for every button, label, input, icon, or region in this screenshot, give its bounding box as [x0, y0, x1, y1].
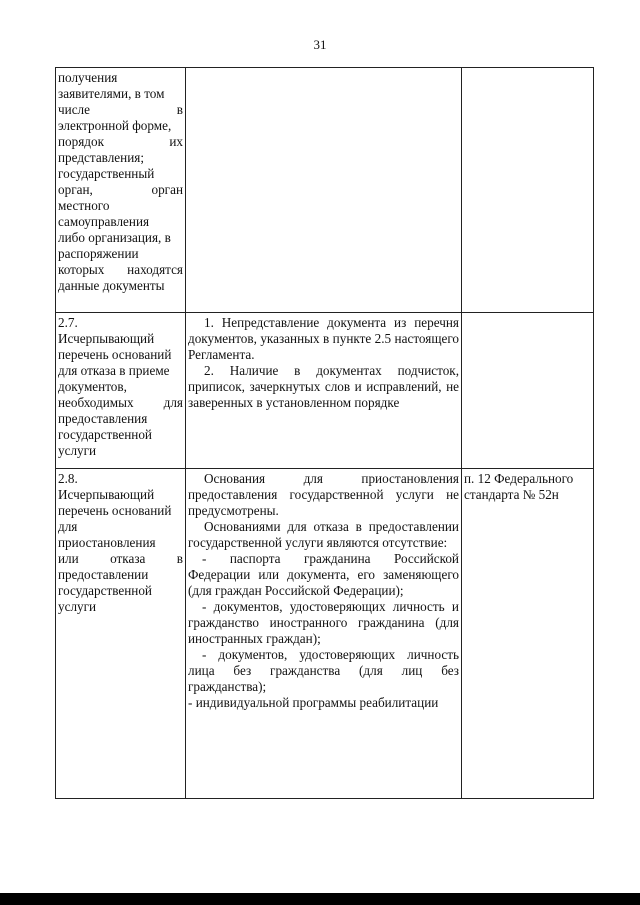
text-line: Исчерпывающий — [58, 331, 155, 346]
list-item: - документов, удостоверяющих личность и гражданство иностранного гражданина (для иностранных граждан); — [188, 599, 459, 646]
text-line: для отказа в приеме — [58, 363, 170, 378]
text-line: документов, — [58, 379, 127, 394]
text-line: государственный — [58, 166, 155, 181]
text-line: данные документы — [58, 278, 165, 293]
text-line: Исчерпывающий — [58, 487, 155, 502]
text-line: необходимых для — [58, 395, 183, 410]
table-row — [56, 313, 594, 469]
paragraph: Основания для приостановления предоставления государственной услуги не предусмотрены. — [188, 471, 459, 518]
cell-row3-col1 — [56, 469, 186, 799]
text-line: предоставлении — [58, 567, 149, 582]
text-line: перечень оснований — [58, 503, 172, 518]
text-line: орган, орган — [58, 182, 183, 197]
text-line: самоуправления — [58, 214, 150, 229]
list-item: - индивидуальной программы реабилитации — [188, 695, 439, 710]
scan-edge-bar — [0, 893, 640, 905]
table-row — [56, 469, 594, 799]
text-line: порядок их — [58, 134, 183, 149]
cell-row3-col2 — [186, 469, 462, 799]
text-line: предоставления — [58, 411, 148, 426]
section-number: 2.8. — [58, 471, 78, 486]
text-line: для — [58, 519, 78, 534]
cell-row2-col2 — [186, 313, 462, 469]
cell-row3-col3: п. 12 Федерального стандарта № 52н — [462, 469, 594, 799]
text-line: распоряжении — [58, 246, 139, 261]
section-number: 2.7. — [58, 315, 78, 330]
text-line: местного — [58, 198, 110, 213]
text-line: услуги — [58, 443, 97, 458]
cell-row2-col1 — [56, 313, 186, 469]
cell-row2-col3 — [462, 313, 594, 469]
text-line: государственной — [58, 427, 152, 442]
text-line: которых находятся — [58, 262, 183, 277]
text-line: или отказа в — [58, 551, 183, 566]
text-line: представления; — [58, 150, 145, 165]
page-number: 31 — [313, 37, 327, 52]
text-line: либо организация, в — [58, 230, 171, 245]
paragraph: Основаниями для отказа в предоставлении государственной услуги являются отсутствие: — [188, 519, 459, 550]
text-line: числе в — [58, 102, 183, 117]
table-row — [56, 68, 594, 313]
list-item: - паспорта гражданина Российской Федерации или документа, его заменяющего (для граждан Российской Федерации); — [188, 551, 459, 598]
text-line: перечень оснований — [58, 347, 172, 362]
document-table — [55, 67, 594, 799]
paragraph: 1. Непредставление документа из перечня документов, указанных в пункте 2.5 настоящего Регламента. — [188, 315, 459, 362]
cell-row1-col2 — [186, 68, 462, 313]
text-line: государственной — [58, 583, 152, 598]
cell-row1-col1 — [56, 68, 186, 313]
cell-row1-col3 — [462, 68, 594, 313]
text-line: получения — [58, 70, 118, 85]
text-line: услуги — [58, 599, 97, 614]
list-item: - документов, удостоверяющих личность лица без гражданства (для лиц без гражданства); — [188, 647, 459, 694]
text-line: заявителями, в том — [58, 86, 165, 101]
text-line: электронной форме, — [58, 118, 172, 133]
text-line: приостановления — [58, 535, 156, 550]
paragraph: 2. Наличие в документах подчисток, приписок, зачеркнутых слов и исправлений, не заверенных в установленном порядке — [188, 363, 459, 410]
